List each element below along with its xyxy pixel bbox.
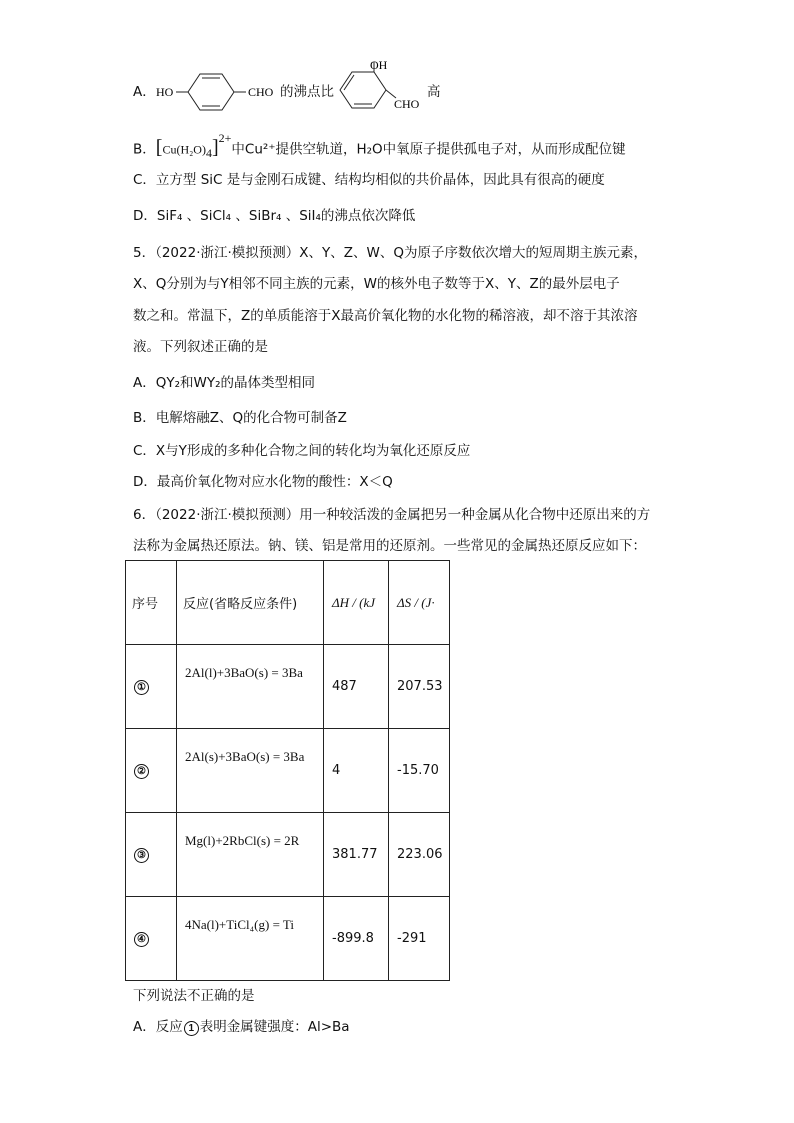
complex-ligand: (H₂O) [176, 142, 206, 157]
row-number: ③ [134, 848, 149, 863]
row-number: ① [134, 680, 149, 695]
row-ds: 223.06 [389, 813, 450, 897]
q6-option-a [133, 1018, 350, 1036]
row-reaction: Mg(l)+2RbCl(s) = 2R [185, 833, 300, 848]
row-dh: -899.8 [324, 897, 389, 981]
q5-option-a: A．QY₂和WY₂的晶体类型相同 [133, 375, 316, 391]
row-dh: 487 [324, 645, 389, 729]
ortho-hydroxybenzaldehyde-structure [334, 58, 434, 120]
para-hydroxybenzaldehyde-structure [152, 68, 292, 118]
q5-option-b: B．电解熔融Z、Q的化合物可制备Z [133, 410, 347, 426]
table-row [126, 645, 450, 729]
q4-option-b [133, 131, 626, 162]
q5-stem-line1: 5．（2022·浙江·模拟预测）X、Y、Z、W、Q为原子序数依次增大的短周期主族元素， [133, 245, 647, 261]
row-number: ② [134, 764, 149, 779]
row-reaction: 2Al(l)+3BaO(s) = 3Ba [185, 665, 303, 680]
header-no: 序号 [126, 561, 177, 645]
q6-option-a-text: 表明金属键强度：Al>Ba [199, 1019, 350, 1035]
q5-option-c: C．X与Y形成的多种化合物之间的转化均为氧化还原反应 [133, 443, 471, 459]
row-reaction: 4Na(l)+TiCl₄(g) = Ti [185, 917, 295, 932]
table-row [126, 729, 450, 813]
q4-option-d: D．SiF₄ 、SiCl₄ 、SiBr₄ 、SiI₄的沸点依次降低 [133, 208, 416, 224]
table-row [126, 813, 450, 897]
header-ds-cell [389, 561, 450, 645]
reaction-table [125, 560, 450, 981]
header-dh: ΔH / (kJ [332, 594, 375, 610]
bracket-open: [ [155, 136, 163, 159]
row-ds: -291 [389, 897, 450, 981]
q5-stem-line4: 液。下列叙述正确的是 [133, 339, 268, 355]
q5-stem-line3: 数之和。常温下，Z的单质能溶于X最高价氧化物的水化物的稀溶液，却不溶于其浓溶 [133, 308, 638, 324]
q6-option-a-prefix: A．反应 [133, 1019, 183, 1035]
complex-charge: 2+ [218, 131, 232, 145]
mol1-ho-label: HO [156, 85, 174, 99]
q4-option-b-text: 中Cu²⁺提供空轨道，H₂O中氧原子提供孤电子对，从而形成配位键 [231, 141, 626, 158]
q4-option-a-suffix: 高 [427, 84, 441, 100]
reaction-number-badge: 1 [184, 1021, 199, 1036]
q4-option-c: C．立方型 SiC 是与金刚石成键、结构均相似的共价晶体，因此具有很高的硬度 [133, 172, 605, 188]
q5-stem-line2: X、Q分别为与Y相邻不同主族的元素，W的核外电子数等于X、Y、Z的最外层电子 [133, 276, 620, 292]
row-number: ④ [134, 932, 149, 947]
table-header-row [126, 561, 450, 645]
q4-option-b-prefix: B． [133, 141, 156, 158]
q6-after-table: 下列说法不正确的是 [133, 988, 255, 1004]
table-row [126, 897, 450, 981]
row-reaction: 2Al(s)+3BaO(s) = 3Ba [185, 749, 305, 764]
q4-option-a-prefix: A． [133, 84, 156, 100]
header-ds: ΔS / (J· [397, 594, 435, 610]
mol2-cho-label: CHO [394, 97, 420, 111]
mol1-cho-label: CHO [248, 85, 274, 99]
q6-stem-line2: 法称为金属热还原法。钠、镁、铝是常用的还原剂。一些常见的金属热还原反应如下： [133, 538, 646, 554]
complex-cu: Cu [162, 142, 177, 157]
q4-option-a-mid: 的沸点比 [280, 84, 334, 100]
row-ds: -15.70 [389, 729, 450, 813]
header-dh-cell [324, 561, 389, 645]
complex-count: 4 [205, 146, 212, 161]
header-reaction: 反应(省略反应条件) [177, 561, 324, 645]
row-dh: 381.77 [324, 813, 389, 897]
q6-stem-line1: 6．（2022·浙江·模拟预测）用一种较活泼的金属把另一种金属从化合物中还原出来的方 [133, 507, 651, 523]
row-ds: 207.53 [389, 645, 450, 729]
mol2-oh-label: OH [370, 58, 388, 72]
bracket-close: ] [211, 136, 219, 159]
row-dh: 4 [324, 729, 389, 813]
q5-option-d: D．最高价氧化物对应水化物的酸性：X＜Q [133, 474, 393, 490]
